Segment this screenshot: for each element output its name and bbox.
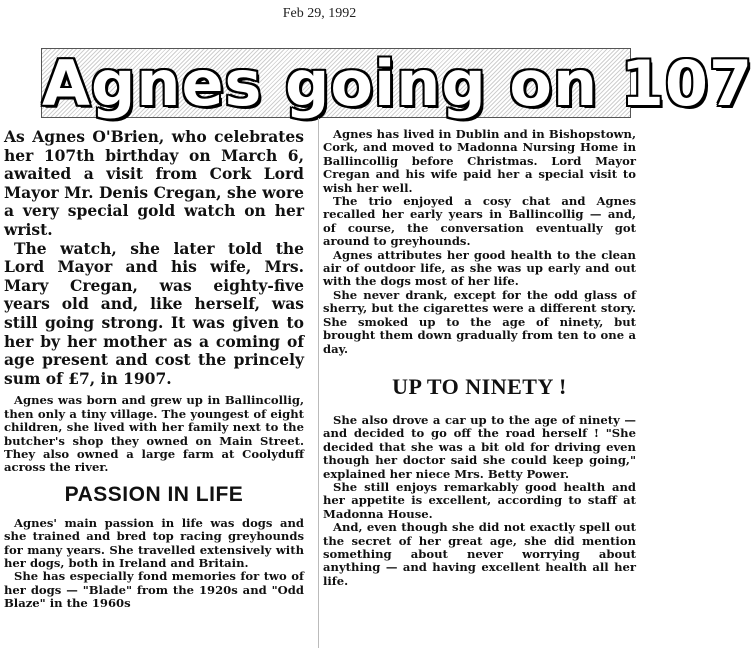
body-paragraph: Agnes has lived in Dublin and in Bishopstown, Cork, and moved to Madonna Nursing Home in Ballincollig before Christmas. Lord Mayor Cregan and his wife paid her a special visit to wish her well. (323, 127, 636, 195)
body-paragraph: And, even though she did not exactly spell out the secret of her great age, she did mention something about never worrying about anything — and having excellent health all her life. (323, 520, 636, 588)
body-paragraph: Agnes was born and grew up in Ballincollig, then only a tiny village. The youngest of eight children, she lived with her family next to the butcher's shop they owned on Main Street. They also owned a large farm at Coolyduff across the river. (4, 393, 304, 475)
body-paragraph: She has especially fond memories for two of her dogs — "Blade" from the 1920s and "Odd Blaze" in the 1960s (4, 569, 304, 611)
dateline: Feb 29, 1992 (282, 6, 357, 21)
lead-paragraph: As Agnes O'Brien, who celebrates her 107th birthday on March 6, awaited a visit from Cork Lord Mayor Mr. Denis Cregan, she wore a very special gold watch on her wrist. (4, 127, 304, 239)
body-paragraph: Agnes' main passion in life was dogs and she trained and bred top racing greyhounds for many years. She travelled extensively with her dogs, both in Ireland and Britain. (4, 515, 304, 570)
body-paragraph: She never drank, except for the odd glass of sherry, but the cigarettes were a different story. She smoked up to the age of ninety, but brought them down gradually from ten to one a day. (323, 287, 636, 356)
section-heading: PASSION IN LIFE (64, 482, 244, 506)
lead-paragraph: The watch, she later told the Lord Mayor and his wife, Mrs. Mary Cregan, was eighty-five years old and, like herself, was still going strong. It was given to her by her mother as a coming of age present and cost the princely sum of £7, in 1907. (4, 238, 304, 388)
left-column (4, 128, 304, 611)
body-paragraph: Agnes attributes her good health to the clean air of outdoor life, as she was up early and out with the dogs most of her life. (323, 247, 636, 289)
body-paragraph: The trio enjoyed a cosy chat and Agnes recalled her early years in Ballincollig — and, of course, the conversation eventually got around to greyhounds. (323, 194, 636, 249)
body-paragraph: She still enjoys remarkably good health and her appetite is excellent, according to staff at Madonna House. (323, 479, 636, 521)
right-column (318, 118, 636, 648)
headline: Agnes going on 107 (42, 47, 753, 120)
headline-banner (41, 47, 753, 120)
section-heading: UP TO NINETY ! (392, 373, 567, 399)
body-paragraph: She also drove a car up to the age of ninety — and decided to go off the road herself ! "She decided that she was a bit old for driving even though her doctor said she could keep going," explained her niece Mrs. Betty Power. (323, 412, 636, 481)
